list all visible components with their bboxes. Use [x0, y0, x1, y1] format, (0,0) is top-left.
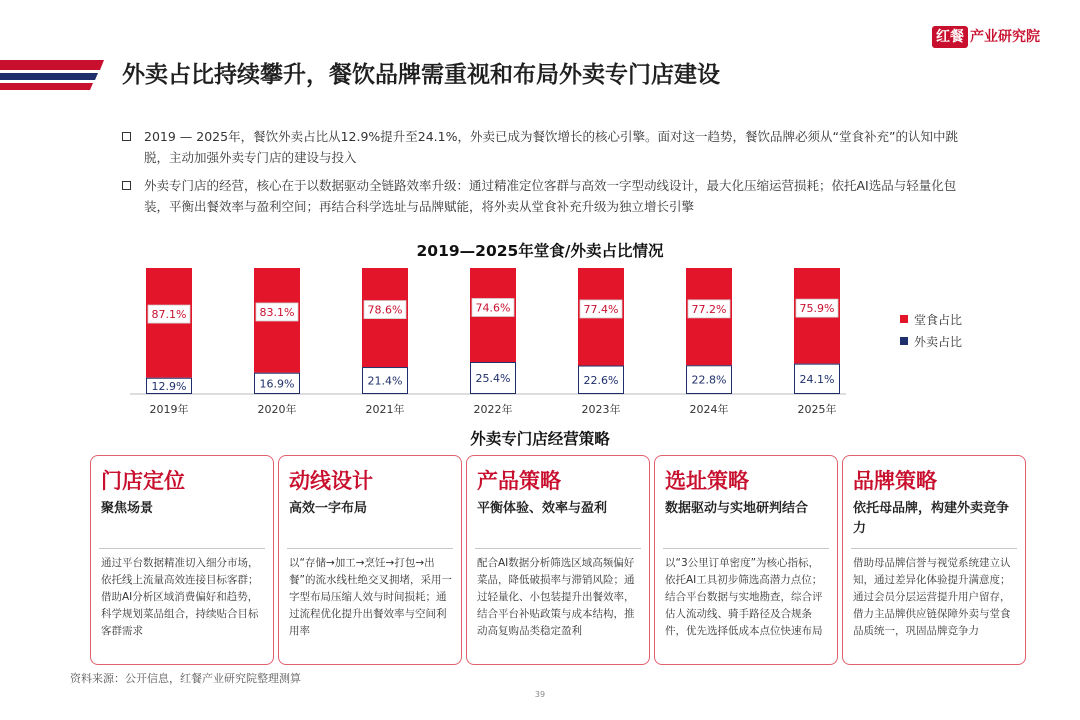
x-tick-label: 2023年 — [581, 403, 621, 416]
card-header — [279, 456, 461, 548]
card-header — [843, 456, 1025, 548]
data-label-dine-in: 75.9% — [799, 302, 835, 316]
x-tick-label: 2024年 — [689, 403, 729, 416]
data-label-takeout: 22.8% — [691, 373, 727, 387]
card-title: 动线设计 — [289, 469, 373, 493]
summary-bullet — [120, 126, 960, 168]
card-subtitle: 依托母品牌，构建外卖竞争力 — [853, 501, 1010, 536]
summary-bullet — [120, 175, 960, 217]
data-label-dine-in: 78.6% — [367, 303, 403, 317]
legend-swatch-takeout — [900, 337, 908, 345]
card-header — [467, 456, 649, 548]
summary-bullet-text: 外卖专门店的经营，核心在于以数据驱动全链路效率升级：通过精准定位客群与高效一字型动线设计，最大化压缩运营损耗；依托AI选品与轻量化包装，平衡出餐效率与盈利空间；再结合科学选址与品牌赋能，将外卖从堂食补充升级为独立增长引擎 — [144, 178, 957, 214]
card-subtitle: 聚焦场景 — [101, 501, 154, 516]
brand-logo — [932, 26, 1040, 48]
card-header — [91, 456, 273, 548]
card-body: 配合AI数据分析筛选区域高频偏好菜品，降低破损率与滞销风险；通过轻量化、小包装提升出餐效率，结合平台补贴政策与成本结构，推动高复购品类稳定盈利 — [477, 557, 635, 637]
x-tick-label: 2022年 — [473, 403, 513, 416]
legend-item-takeout — [900, 330, 962, 352]
source-note: 资料来源：公开信息，红餐产业研究院整理测算 — [70, 672, 301, 685]
strategy-card-brand — [842, 455, 1026, 665]
card-title: 门店定位 — [101, 469, 185, 493]
strategy-card-site-selection — [654, 455, 838, 665]
card-body: 以“3公里订单密度”为核心指标，依托AI工具初步筛选高潜力点位；结合平台数据与实地勘查，综合评估人流动线、骑手路径及合规条件，优先选择低成本点位快速布局 — [665, 557, 823, 637]
square-bullet-icon — [122, 132, 131, 141]
x-tick-label: 2020年 — [257, 403, 297, 416]
summary-bullet-text: 2019 — 2025年，餐饮外卖占比从12.9%提升至24.1%，外卖已成为餐饮增长的核心引擎。面对这一趋势，餐饮品牌必须从“堂食补充”的认知中跳脱，主动加强外卖专门店的建设与投入 — [144, 129, 958, 165]
data-label-takeout: 24.1% — [799, 372, 835, 386]
brand-logo-mark: 红餐 — [932, 26, 968, 48]
card-header — [655, 456, 837, 548]
title-banner-stripes — [0, 58, 110, 92]
strategy-card-workflow-design — [278, 455, 462, 665]
card-title: 产品策略 — [477, 469, 561, 493]
card-title: 选址策略 — [665, 469, 749, 493]
card-title: 品牌策略 — [853, 469, 937, 493]
square-bullet-icon — [122, 181, 131, 190]
x-tick-label: 2021年 — [365, 403, 405, 416]
card-body: 借助母品牌信誉与视觉系统建立认知，通过差异化体验提升满意度；通过会员分层运营提升用户留存，借力主品牌供应链保障外卖与堂食品质统一，巩固品牌竞争力 — [853, 557, 1011, 637]
legend-swatch-dine-in — [900, 315, 908, 323]
x-tick-label: 2019年 — [149, 403, 189, 416]
card-body: 通过平台数据精准切入细分市场，依托线上流量高效连接目标客群；借助AI分析区域消费偏好和趋势，科学规划菜品组合，持续贴合目标客群需求 — [101, 557, 259, 637]
data-label-takeout: 25.4% — [475, 371, 511, 385]
brand-logo-text: 产业研究院 — [970, 29, 1040, 45]
chart-legend — [900, 308, 962, 352]
data-label-takeout: 12.9% — [151, 379, 187, 393]
data-label-dine-in: 87.1% — [151, 308, 187, 322]
strategy-section-title: 外卖专门店经营策略 — [470, 430, 610, 448]
x-tick-label: 2025年 — [797, 403, 837, 416]
data-label-dine-in: 74.6% — [475, 301, 511, 315]
data-label-dine-in: 77.2% — [691, 302, 727, 316]
data-label-dine-in: 83.1% — [259, 305, 295, 319]
page-number: 39 — [534, 690, 546, 699]
data-label-takeout: 16.9% — [259, 377, 295, 391]
card-subtitle: 平衡体验、效率与盈利 — [477, 501, 608, 516]
card-body: 以“存储→加工→烹饪→打包→出餐”的流水线杜绝交叉拥堵，采用一字型布局压缩人效与时间损耗；通过流程优化提升出餐效率与空间利用率 — [289, 557, 452, 637]
legend-label-dine-in: 堂食占比 — [914, 312, 963, 327]
legend-item-dine-in — [900, 308, 962, 330]
strategy-cards — [90, 455, 1026, 665]
data-label-takeout: 22.6% — [583, 373, 619, 387]
strategy-card-store-positioning — [90, 455, 274, 665]
strategy-card-product — [466, 455, 650, 665]
summary-bullets — [120, 126, 960, 224]
data-label-dine-in: 77.4% — [583, 302, 619, 316]
data-label-takeout: 21.4% — [367, 374, 403, 388]
legend-label-takeout: 外卖占比 — [914, 334, 963, 349]
chart-title: 2019—2025年堂食/外卖占比情况 — [416, 242, 664, 260]
card-subtitle: 高效一字布局 — [289, 501, 368, 516]
page-title: 外卖占比持续攀升，餐饮品牌需重视和布局外卖专门店建设 — [122, 62, 720, 88]
card-subtitle: 数据驱动与实地研判结合 — [665, 501, 809, 516]
stacked-bar-chart — [130, 264, 870, 424]
